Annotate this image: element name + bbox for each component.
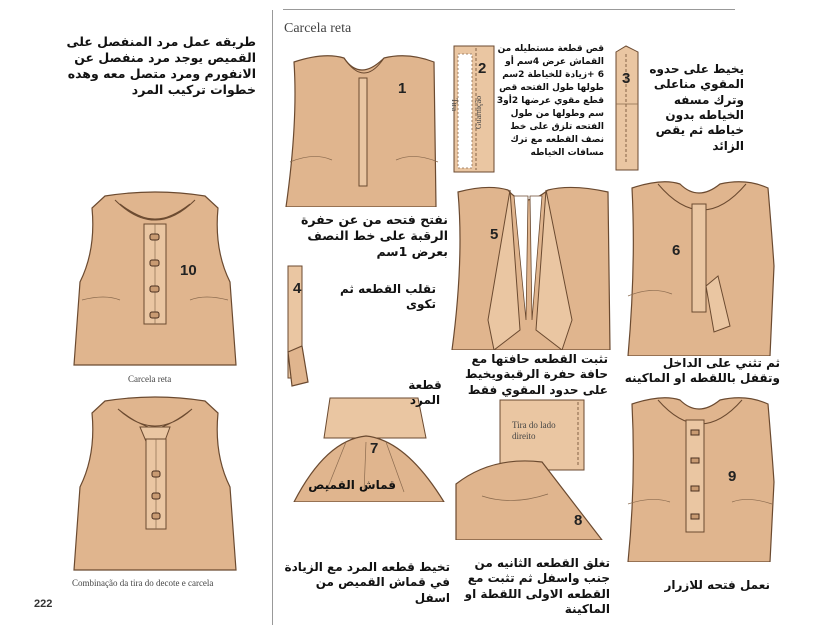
intro-text: طريقه عمل مرد المنفصل على القميص يوجد مرد منفصل عن الانفورم ومرد متصل معه وهده خطوات تركيب المرد — [66, 34, 256, 97]
label-fabric: قماش القميص — [308, 478, 396, 492]
step-3-text: يخيط على حدوه المقوي مناعلى وترك مسفه الخياطه بدون خياطه ثم يقص الزائد — [649, 62, 744, 153]
step-7-text: تخيط قطعه المرد مع الزيادة في قماش القميص من اسفل — [284, 560, 450, 605]
step-6-text: ثم تثني على الداخل وتقفل باللقطه او الماكينه — [624, 356, 780, 386]
label-tira-lado: Tira do lado direito — [512, 420, 556, 441]
step-5-text: تثبت القطعه حافتها مع حافة حفرة الرقبةويخيط على حدود المقوي فقط — [465, 352, 608, 397]
page-number: 222 — [34, 598, 53, 610]
column-divider — [272, 10, 273, 625]
figure-step-1 — [284, 42, 444, 207]
step-4-number: 4 — [293, 280, 302, 297]
figure-step-8 — [452, 396, 612, 540]
step-8-text: تغلق القطعه الثانيه من جنب واسفل ثم تثبت مع القطعه الاولى اللقطة او الماكينة — [464, 556, 610, 617]
step-7-number: 7 — [370, 440, 379, 457]
figure-step-9 — [622, 392, 778, 562]
step-3-number: 3 — [622, 70, 631, 87]
figure-step-6 — [622, 176, 778, 356]
step-6-number: 6 — [672, 242, 681, 259]
step-10-number: 10 — [180, 262, 197, 279]
step-2-text: قص قطعة مستطيله من القماش عرض 4سم أو 6 +زيادة للخياطة 2سم طولها طول الفتحه قص قطع مقوي عرضها 2أو3 سم وطولها من طول الفتحه تلزق على خط نصف القطعه مع ترك مسافات الخياطه — [496, 44, 604, 159]
step-1-number: 1 — [398, 80, 407, 97]
figure-step-3 — [612, 44, 642, 172]
label-tira: Tira — [450, 97, 460, 112]
step-2-number: 2 — [478, 60, 487, 77]
figure-10-garment — [60, 190, 250, 370]
label-guarnicao: Guarnição — [474, 95, 484, 130]
step-8-number: 8 — [574, 512, 583, 529]
caption-carcela-reta: Carcela reta — [128, 374, 172, 384]
label-piece: قطعة المرد — [408, 378, 442, 408]
step-4-text: تقلب القطعه ثم تكوى — [339, 282, 436, 312]
step-1-text: نفتح فتحه من عن حفرة الرقبة على خط النصف بعرض 1سم — [300, 212, 448, 259]
top-rule — [283, 9, 735, 10]
step-9-number: 9 — [728, 468, 737, 485]
figure-combination-garment — [60, 395, 250, 575]
caption-combinacao: Combinação da tira do decote e carcela — [72, 578, 214, 588]
step-9-text: نعمل فتحه للازرار — [664, 578, 770, 592]
step-5-number: 5 — [490, 226, 499, 243]
figure-step-5 — [448, 180, 618, 350]
page-title: Carcela reta — [284, 21, 352, 36]
